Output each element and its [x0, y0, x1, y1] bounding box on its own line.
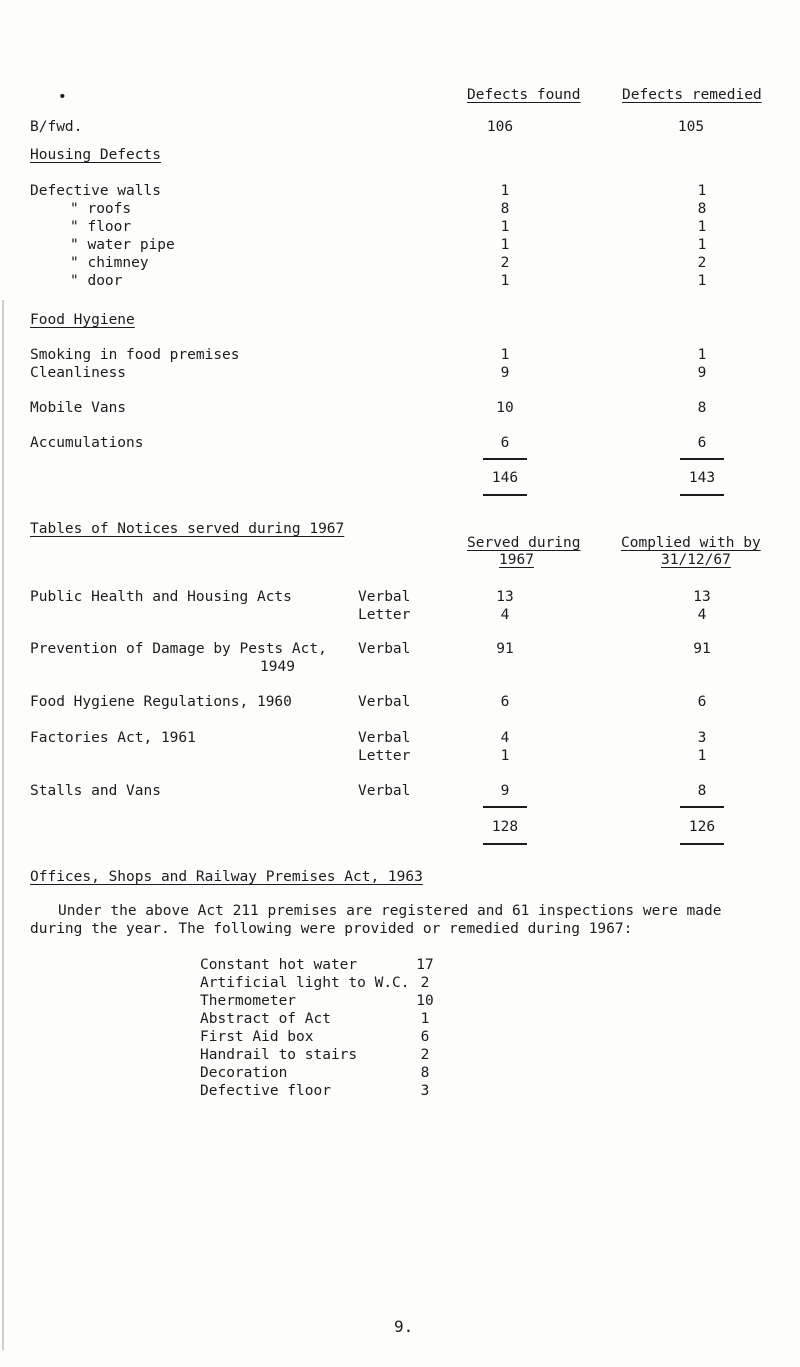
row-remedied: 1	[697, 183, 707, 199]
notices-total-served: 128	[491, 819, 519, 835]
notice-complied: 3	[697, 730, 707, 746]
brought-forward-found: 106	[486, 119, 514, 135]
provision-value: 1	[420, 1011, 430, 1027]
col-header-defects-found: Defects found	[467, 87, 581, 103]
page-number: 9.	[394, 1317, 414, 1336]
provision-value: 3	[420, 1083, 430, 1099]
provision-value: 2	[420, 975, 430, 991]
row-label: " chimney	[70, 255, 149, 271]
notice-served: 4	[500, 730, 510, 746]
row-remedied: 8	[697, 201, 707, 217]
provision-label: Decoration	[200, 1065, 288, 1081]
total-rule	[483, 494, 527, 496]
row-found: 2	[500, 255, 510, 271]
provision-label: Artificial light to W.C.	[200, 975, 410, 991]
notice-act: Public Health and Housing Acts	[30, 589, 292, 605]
subtotal-rule	[483, 806, 527, 808]
notice-complied: 8	[697, 783, 707, 799]
notice-act: Stalls and Vans	[30, 783, 161, 799]
provision-label: Handrail to stairs	[200, 1047, 358, 1063]
notice-type: Verbal	[358, 641, 411, 657]
row-remedied: 1	[697, 219, 707, 235]
housing-defects-heading: Housing Defects	[30, 147, 161, 163]
total-rule	[483, 843, 527, 845]
offices-paragraph-line-2: during the year. The following were provided or remedied during 1967:	[30, 921, 633, 937]
row-remedied: 2	[697, 255, 707, 271]
notice-complied: 4	[697, 607, 707, 623]
defects-total-found: 146	[491, 470, 519, 486]
offices-paragraph-line-1: Under the above Act 211 premises are registered and 61 inspections were made	[58, 903, 722, 919]
offices-heading: Offices, Shops and Railway Premises Act, 1963	[30, 869, 423, 885]
provision-value: 2	[420, 1047, 430, 1063]
row-remedied: 9	[697, 365, 707, 381]
provision-label: Abstract of Act	[200, 1011, 331, 1027]
row-found: 10	[496, 400, 514, 416]
notice-served: 1	[500, 748, 510, 764]
notice-act-year: 1949	[260, 659, 295, 675]
provision-label: Thermometer	[200, 993, 297, 1009]
provision-label: Defective floor	[200, 1083, 331, 1099]
row-label: " door	[70, 273, 123, 289]
notice-served: 4	[500, 607, 510, 623]
provision-value: 17	[416, 957, 434, 973]
subtotal-rule	[483, 458, 527, 460]
col-header-complied-date: 31/12/67	[661, 552, 731, 568]
total-rule	[680, 494, 724, 496]
bullet-mark: •	[58, 89, 67, 105]
notice-act: Prevention of Damage by Pests Act,	[30, 641, 327, 657]
row-found: 1	[500, 347, 510, 363]
col-header-defects-remedied: Defects remedied	[622, 87, 762, 103]
notice-type: Letter	[358, 748, 411, 764]
notice-type: Verbal	[358, 730, 411, 746]
row-remedied: 1	[697, 347, 707, 363]
notice-act: Factories Act, 1961	[30, 730, 196, 746]
notice-complied: 91	[693, 641, 711, 657]
brought-forward-label: B/fwd.	[30, 119, 83, 135]
total-rule	[680, 843, 724, 845]
notice-served: 9	[500, 783, 510, 799]
notice-served: 13	[496, 589, 514, 605]
row-label: Mobile Vans	[30, 400, 127, 416]
notices-total-complied: 126	[688, 819, 716, 835]
notice-act: Food Hygiene Regulations, 1960	[30, 694, 292, 710]
defects-total-remedied: 143	[688, 470, 716, 486]
row-found: 6	[500, 435, 510, 451]
provision-label: Constant hot water	[200, 957, 358, 973]
row-label: Defective walls	[30, 183, 161, 199]
row-found: 1	[500, 219, 510, 235]
col-header-served-year: 1967	[499, 552, 534, 568]
col-header-complied-with: Complied with by	[621, 535, 761, 551]
notice-type: Letter	[358, 607, 411, 623]
row-label: Cleanliness	[30, 365, 127, 381]
row-label: Smoking in food premises	[30, 347, 240, 363]
page-margin-line	[2, 300, 4, 1350]
brought-forward-remedied: 105	[677, 119, 705, 135]
row-label: " water pipe	[70, 237, 175, 253]
provision-value: 6	[420, 1029, 430, 1045]
notice-complied: 1	[697, 748, 707, 764]
row-found: 9	[500, 365, 510, 381]
subtotal-rule	[680, 806, 724, 808]
row-found: 1	[500, 273, 510, 289]
row-remedied: 6	[697, 435, 707, 451]
notice-type: Verbal	[358, 589, 411, 605]
notice-type: Verbal	[358, 783, 411, 799]
col-header-served-during: Served during	[467, 535, 581, 551]
row-remedied: 8	[697, 400, 707, 416]
subtotal-rule	[680, 458, 724, 460]
notice-served: 91	[496, 641, 514, 657]
row-label: Accumulations	[30, 435, 144, 451]
provision-value: 10	[416, 993, 434, 1009]
notices-heading: Tables of Notices served during 1967	[30, 521, 345, 537]
row-label: " roofs	[70, 201, 132, 217]
row-label: " floor	[70, 219, 132, 235]
notice-complied: 6	[697, 694, 707, 710]
notice-type: Verbal	[358, 694, 411, 710]
provision-value: 8	[420, 1065, 430, 1081]
notice-complied: 13	[693, 589, 711, 605]
row-found: 1	[500, 237, 510, 253]
row-found: 1	[500, 183, 510, 199]
row-found: 8	[500, 201, 510, 217]
food-hygiene-heading: Food Hygiene	[30, 312, 135, 328]
provision-label: First Aid box	[200, 1029, 314, 1045]
row-remedied: 1	[697, 273, 707, 289]
row-remedied: 1	[697, 237, 707, 253]
notice-served: 6	[500, 694, 510, 710]
